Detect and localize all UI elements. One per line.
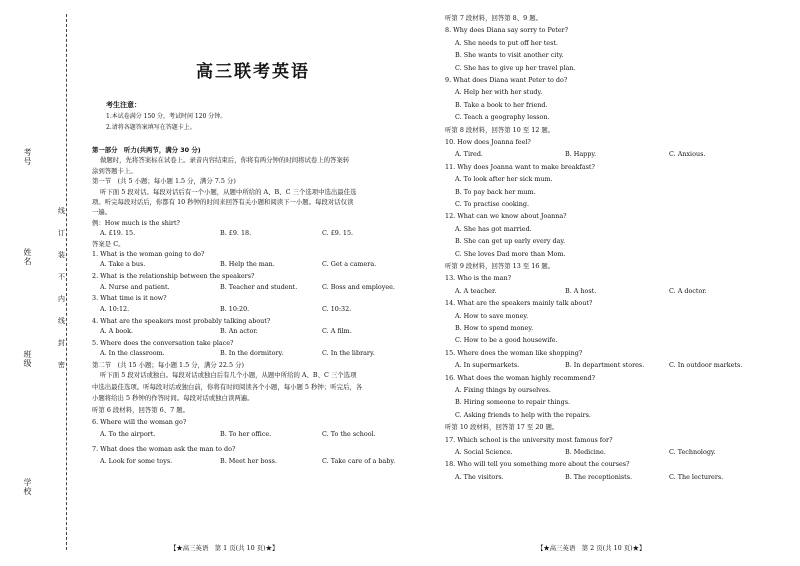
- material-note: 听第 6 段材料，回答第 6、7 题。: [92, 405, 190, 414]
- question-option: C. A doctor.: [669, 286, 707, 295]
- seal-char: 线: [58, 207, 65, 215]
- question: 5. Where does the conversation take place?: [92, 338, 234, 347]
- question-option: C. Anxious.: [669, 150, 706, 159]
- question-option: B. Happy.: [565, 150, 597, 159]
- question-option: C. A film.: [322, 327, 352, 335]
- question-option: A. Help her with her study.: [455, 88, 543, 97]
- question: 13. Who is the man?: [445, 274, 512, 283]
- question-option: C. She has to give up her travel plan.: [455, 63, 576, 72]
- seal-char: 线: [58, 317, 65, 325]
- material-note: 听第 10 段材料，回答第 17 至 20 题。: [445, 423, 559, 432]
- question-option: C. To practise cooking.: [455, 200, 530, 208]
- question-option: C. The lecturers.: [669, 472, 724, 481]
- question-option: C. Boss and employee.: [322, 282, 395, 291]
- question-option: A. Take a bus.: [100, 260, 146, 269]
- question-option: B. She can get up early every day.: [455, 237, 566, 246]
- seal-char: 内: [58, 295, 65, 303]
- question: 18. Who will tell you something more about the courses?: [445, 460, 630, 469]
- instruction-line: 涂到答题卡上。: [92, 166, 137, 175]
- question-option: A. Tired.: [455, 150, 483, 159]
- question-option: B. In the dormitory.: [220, 349, 284, 358]
- question-option: C. Take care of a baby.: [322, 457, 396, 466]
- question-option: C. How to be a good housewife.: [455, 336, 558, 345]
- binding-dashed-line: [66, 14, 67, 550]
- question-option: B. Help the man.: [220, 260, 275, 269]
- question: 11. Why does Joanna want to make breakfast?: [445, 162, 595, 171]
- question-option: C. Asking friends to help with the repairs.: [455, 410, 591, 419]
- label-exam-number: 考号: [23, 148, 32, 166]
- seal-char: 订: [58, 229, 65, 237]
- question-option: A. The visitors.: [455, 472, 504, 481]
- question-option: A. Look for some toys.: [100, 457, 173, 466]
- question-option: B. 10:20.: [220, 304, 250, 313]
- question-option: C. Teach a geography lesson.: [455, 113, 550, 122]
- instruction-line: 做题时，先将答案标在试卷上。录音内容结束后，你将有两分钟的时间将试卷上的答案转: [100, 156, 350, 165]
- section-heading: 第二节 (共 15 小题；每小题 1.5 分，满分 22.5 分): [92, 361, 244, 369]
- label-name: 姓名: [23, 248, 32, 266]
- question-option: B. Teacher and student.: [220, 282, 298, 291]
- question-option: C. In outdoor markets.: [669, 361, 743, 370]
- question-option: B. To her office.: [220, 430, 272, 439]
- instruction-line: 听下面 5 段对话或独白。每段对话或独白后有几个小题，从题中所给的 A、B、C 三个选项: [100, 371, 357, 380]
- question-option: C. She loves Dad more than Mom.: [455, 249, 566, 258]
- material-note: 听第 9 段材料，回答第 13 至 16 题。: [445, 262, 555, 270]
- question: 8. Why does Diana say sorry to Peter?: [445, 26, 569, 35]
- question-option: B. The receptionists.: [565, 472, 633, 481]
- question-option: A. She needs to put off her test.: [455, 38, 558, 47]
- question: 6. Where will the woman go?: [92, 418, 187, 426]
- instruction-line: 一遍。: [92, 208, 112, 217]
- question-option: A. Fixing things by ourselves.: [455, 386, 551, 394]
- example-option: C. £9. 15.: [322, 229, 354, 238]
- label-class: 班级: [23, 350, 32, 368]
- question: 2. What is the relationship between the speakers?: [92, 272, 255, 281]
- question: 7. What does the woman ask the man to do?: [92, 444, 236, 453]
- seal-char: 封: [58, 339, 65, 347]
- section-heading: 第一节 (共 5 小题；每小题 1.5 分，满分 7.5 分): [92, 177, 236, 186]
- question-option: A. In the classroom.: [100, 349, 165, 358]
- instruction-line: 项。听完每段对话后，你都有 10 秒钟的时间来回答有关小题和阅读下一小题。每段对话仅读: [92, 198, 354, 206]
- question: 9. What does Diana want Peter to do?: [445, 76, 568, 84]
- question: 12. What can we know about Joanna?: [445, 212, 567, 221]
- notice-item-2: 2.请将各题答案填写在答题卡上。: [106, 124, 196, 131]
- question-option: A. To look after her sick mum.: [455, 175, 553, 184]
- question: 16. What does the woman highly recommend?: [445, 373, 596, 382]
- question-option: A. She has got married.: [455, 224, 532, 233]
- material-note: 听第 7 段材料，回答第 8、9 题。: [445, 14, 543, 22]
- page-2-footer: 【★高三英语 第 2 页(共 10 页)★】: [537, 544, 646, 552]
- question-option: B. Hiring someone to repair things.: [455, 398, 571, 407]
- instruction-line: 听下面 5 段对话。每段对话后有一个小题，从题中所给的 A、B、C 三个选项中选出最佳选: [100, 187, 357, 196]
- question-option: C. Technology.: [669, 448, 716, 456]
- question-option: C. 10:32.: [322, 304, 352, 313]
- notice-item-1: 1.本试卷满分 150 分，考试时间 120 分钟。: [106, 113, 227, 120]
- page-1-footer: 【★高三英语 第 1 页(共 10 页)★】: [170, 544, 279, 552]
- example-option: A. £19. 15.: [100, 229, 136, 238]
- instruction-line: 中选出最佳选项。听每段对话或独白前，你将有时间阅读各个小题，每小题 5 秒钟；听完后，各: [92, 382, 363, 391]
- question-option: A. In supermarkets.: [455, 361, 520, 370]
- question-option: C. Get a camera.: [322, 260, 377, 269]
- example-question: 例：How much is the shirt?: [92, 218, 180, 227]
- page-title: 高三联考英语: [196, 62, 310, 82]
- seal-char: 装: [58, 251, 65, 259]
- question-option: B. An actor.: [220, 327, 258, 335]
- material-note: 听第 8 段材料，回答第 10 至 12 题。: [445, 125, 555, 134]
- instruction-line: 小题将给出 5 秒钟的作答时间。每段对话或独白读两遍。: [92, 394, 254, 403]
- question-option: B. In department stores.: [565, 361, 645, 370]
- question-option: B. Medicine.: [565, 448, 606, 456]
- example-answer: 答案是 C。: [92, 239, 125, 248]
- question-option: C. In the library.: [322, 349, 375, 358]
- seal-char: 不: [58, 273, 65, 281]
- question-option: B. A host.: [565, 286, 597, 295]
- question: 4. What are the speakers most probably talking about?: [92, 316, 271, 325]
- page-2: [441, 0, 787, 566]
- question-option: A. 10:12.: [100, 304, 130, 313]
- question-option: A. A teacher.: [455, 286, 497, 295]
- question: 10. How does Joanna feel?: [445, 138, 531, 146]
- question-option: A. Social Science.: [455, 448, 513, 456]
- notice-heading: 考生注意：: [106, 101, 141, 109]
- question-option: B. She wants to visit another city.: [455, 51, 564, 60]
- question: 3. What time is it now?: [92, 294, 167, 303]
- label-school: 学校: [23, 478, 32, 496]
- example-option: B. £9. 18.: [220, 229, 252, 238]
- binding-margin: [0, 0, 72, 566]
- question-option: B. To pay back her mum.: [455, 187, 536, 196]
- seal-char: 密: [58, 361, 65, 369]
- question: 17. Which school is the university most famous for?: [445, 435, 613, 444]
- part-heading: 第一部分 听力(共两节，满分 30 分): [92, 146, 201, 154]
- question-option: B. Meet her boss.: [220, 457, 277, 466]
- question-option: A. To the airport.: [100, 430, 156, 439]
- question: 14. What are the speakers mainly talk about?: [445, 299, 593, 308]
- question-option: B. How to spend money.: [455, 324, 534, 332]
- question-option: B. Take a book to her friend.: [455, 100, 548, 109]
- page-1: [86, 0, 431, 566]
- question: 1. What is the woman going to do?: [92, 250, 205, 258]
- question-option: A. A book.: [100, 327, 134, 335]
- question-option: C. To the school.: [322, 430, 376, 439]
- question-option: A. Nurse and patient.: [100, 282, 170, 291]
- question: 15. Where does the woman like shopping?: [445, 348, 583, 357]
- question-option: A. How to save money.: [455, 311, 529, 320]
